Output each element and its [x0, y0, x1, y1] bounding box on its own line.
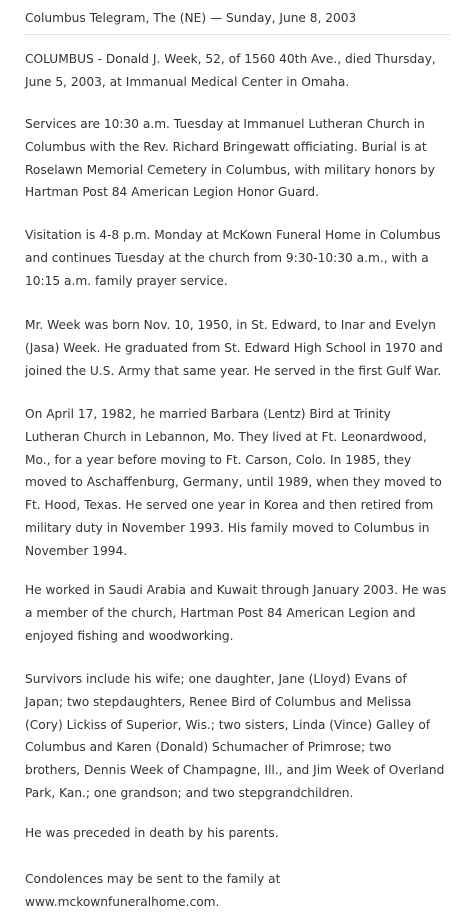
text-line: Services are 10:30 a.m. Tuesday at Immanuel Lutheran Church in [25, 117, 425, 131]
text-line: Ft. Hood, Texas. He served one year in Korea and then retired from [25, 498, 434, 513]
paragraph-preceded [25, 822, 457, 845]
text-line: Columbus with the Rev. Richard Bringewatt officiating. Burial is at [25, 139, 427, 154]
paragraph-work [25, 579, 457, 647]
paragraph-biography [25, 314, 457, 382]
text-line: military duty in November 1993. His family moved to Columbus in [25, 520, 430, 535]
text-line: He worked in Saudi Arabia and Kuwait through January 2003. He was [25, 583, 447, 597]
text-line: Mr. Week was born Nov. 10, 1950, in St. Edward, to Inar and Evelyn [25, 318, 436, 332]
paragraph-marriage [25, 403, 457, 563]
text-line: (Jasa) Week. He graduated from St. Edward High School in 1970 and [25, 340, 443, 355]
paragraph-services [25, 113, 457, 204]
text-line: Lutheran Church in Lebannon, Mo. They lived at Ft. Leonardwood, [25, 429, 427, 444]
text-line: November 1994. [25, 543, 128, 558]
text-line: (Cory) Lickiss of Superior, Wis.; two sisters, Linda (Vince) Galley of [25, 717, 431, 732]
text-line: Roselawn Memorial Cemetery in Columbus, with military honors by [25, 162, 436, 177]
paragraph-visitation [25, 224, 457, 292]
text-line: June 5, 2003, at Immanual Medical Center in Omaha. [25, 74, 350, 89]
publication-header: Columbus Telegram, The (NE) — Sunday, June 8, 2003 [25, 11, 357, 25]
text-line: He was preceded in death by his parents. [25, 826, 279, 840]
text-line: Hartman Post 84 American Legion Honor Guard. [25, 185, 319, 200]
text-line: On April 17, 1982, he married Barbara (Lentz) Bird at Trinity [25, 407, 391, 421]
paragraph-survivors [25, 668, 457, 805]
text-line: Condolences may be sent to the family at [25, 872, 281, 886]
text-line: www.mckownfuneralhome.com. [25, 894, 220, 909]
text-line: COLUMBUS - Donald J. Week, 52, of 1560 40th Ave., died Thursday, [25, 52, 436, 66]
paragraph-condolences [25, 868, 457, 914]
text-line: Columbus and Karen (Donald) Schumacher of Primrose; two [25, 740, 392, 755]
text-line: Visitation is 4-8 p.m. Monday at McKown Funeral Home in Columbus [25, 228, 441, 242]
text-line: 10:15 a.m. family prayer service. [25, 273, 228, 288]
text-line: Park, Kan.; one grandson; and two stepgrandchildren. [25, 785, 354, 800]
text-line: moved to Aschaffenburg, Germany, until 1989, when they moved to [25, 475, 442, 490]
text-line: enjoyed fishing and woodworking. [25, 628, 234, 643]
text-line: a member of the church, Hartman Post 84 American Legion and [25, 605, 416, 620]
text-line: joined the U.S. Army that same year. He served in the first Gulf War. [25, 363, 442, 378]
header-divider [24, 34, 450, 35]
text-line: Japan; two stepdaughters, Renee Bird of Columbus and Melissa [25, 694, 412, 709]
text-line: brothers, Dennis Week of Champagne, Ill., and Jim Week of Overland [25, 763, 445, 778]
text-line: and continues Tuesday at the church from 9:30-10:30 a.m., with a [25, 250, 429, 265]
text-line: Mo., for a year before moving to Ft. Carson, Colo. In 1985, they [25, 452, 412, 467]
text-line: Survivors include his wife; one daughter, Jane (Lloyd) Evans of [25, 672, 407, 686]
paragraph-death-notice [25, 48, 457, 94]
